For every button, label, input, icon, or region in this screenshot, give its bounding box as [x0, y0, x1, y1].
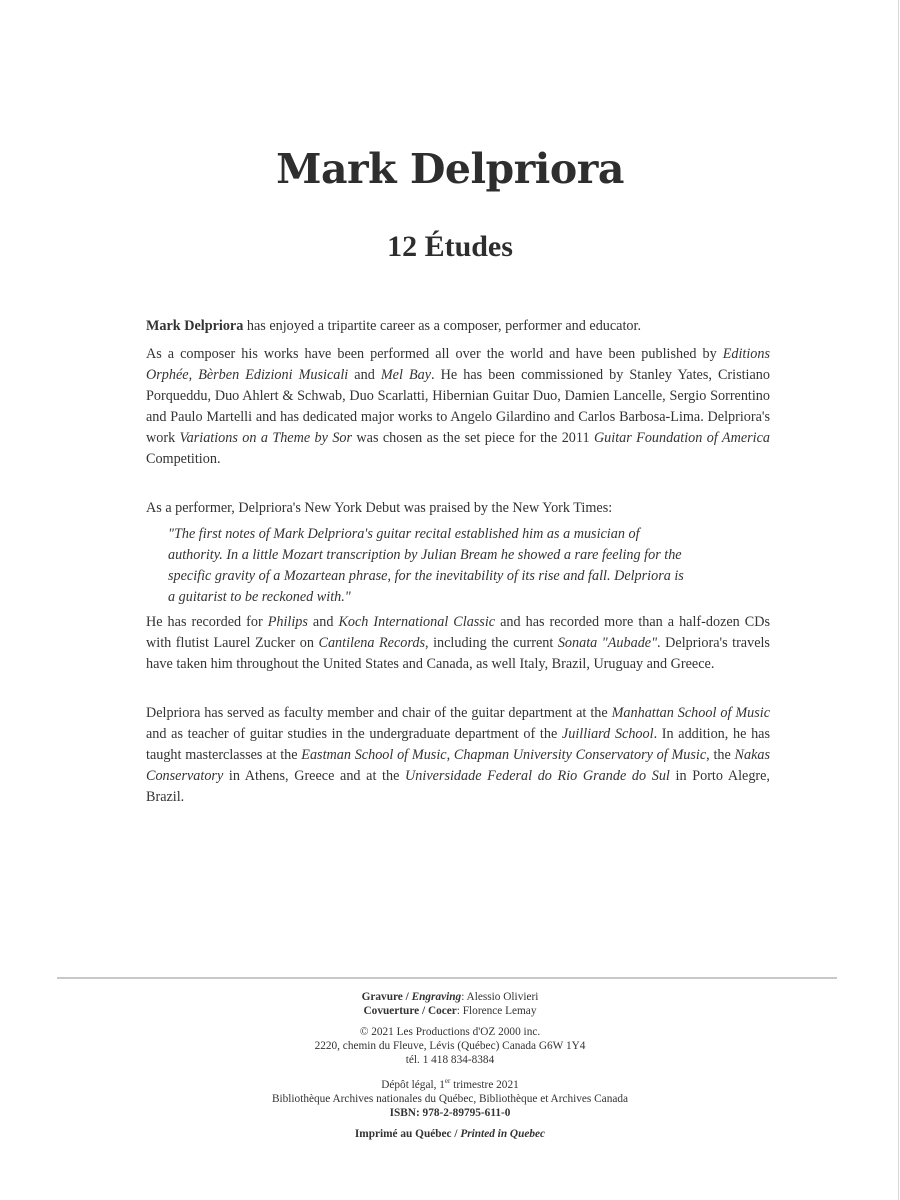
footer-divider [57, 977, 837, 979]
bio-intro: Mark Delpriora has enjoyed a tripartite career as a composer, performer and educator. [146, 318, 641, 334]
bio-composer-paragraph: As a composer his works have been performed all over the world and have been published by Editions Orphée, Bèrben Edizioni Musicali and Mel Bay. He has been commissioned by Stanley Yates, Cristiano Porqueddu, Duo Ahlert & Schwab, Duo Scarlatti, Hibernian Guitar Duo, Damien Lancelle, Sergio Sorrentino and Paulo Martelli and has dedicated major works to Angelo Gilardino and Carlos Barbosa-Lima. Delpriora's work Variations on a Theme by Sor was chosen as the set piece for the 2011 Guitar Foundation of America Competition. [146, 346, 770, 467]
copyright: © 2021 Les Productions d'OZ 2000 inc. [359, 1026, 541, 1038]
bio-educator-paragraph: Delpriora has served as faculty member and chair of the guitar department at the Manhattan School of Music and as teacher of guitar studies in the undergraduate department of the Juilliard School. In addition, he has taught masterclasses at the Eastman School of Music, Chapman University Conservatory of Music, the Nakas Conservatory in Athens, Greece and at the Universidade Federal do Rio Grande do Sul in Porto Alegre, Brazil. [146, 705, 771, 805]
printed-in: Imprimé au Québec / Printed in Quebec [354, 1127, 546, 1140]
cover-credit: Covuerture / Cocer: Florence Lemay [363, 1005, 537, 1017]
bio-performer-intro: As a performer, Delpriora's New York Debut was praised by the New York Times: [146, 500, 613, 516]
isbn: ISBN: 978-2-89795-611-0 [389, 1106, 511, 1119]
biography [146, 316, 770, 808]
engraving-credit: Gravure / Engraving: Alessio Olivieri [361, 991, 539, 1003]
press-quote: "The first notes of Mark Delpriora's guitar recital established him as a musician of authority. In a little Mozart transcription by Julian Bream he showed a rare feeling for the specific gravity of a Mozartean phrase, for the inevitability of its rise and fall. Delpriora is a guitarist to be reckoned with." [168, 526, 684, 605]
publisher-address: 2220, chemin du Fleuve, Lévis (Québec) Canada G6W 1Y4 [314, 1040, 586, 1052]
page-subtitle: 12 Études [387, 230, 513, 263]
bio-recordings-paragraph: He has recorded for Philips and Koch International Classic and has recorded more than a half-dozen CDs with flutist Laurel Zucker on Cantilena Records, including the current Sonata "Aubade". Delpriora's travels have taken him throughout the United States and Canada, as well Italy, Brazil, Uruguay and Greece. [146, 614, 770, 672]
libraries: Bibliothèque Archives nationales du Québec, Bibliothèque et Archives Canada [271, 1092, 629, 1105]
composer-name: Mark Delpriora [146, 318, 244, 334]
legal-deposit: Dépôt légal, 1er trimestre 2021 [381, 1077, 519, 1091]
publisher-phone: tél. 1 418 834-8384 [405, 1054, 495, 1066]
page-title: Mark Delpriora [276, 145, 624, 193]
colophon [0, 990, 900, 1148]
